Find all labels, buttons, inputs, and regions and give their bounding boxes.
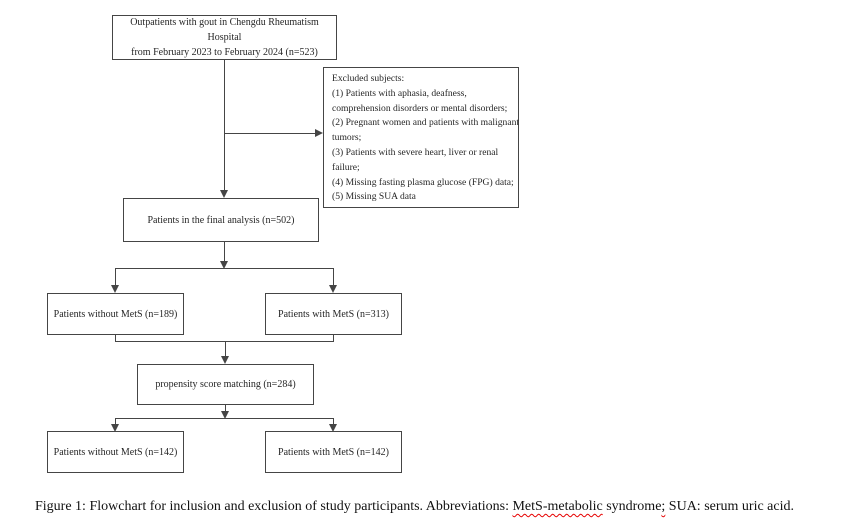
- connector-split-1-left: [115, 268, 116, 286]
- arrow-into-with-mets-matched: [329, 424, 337, 432]
- excluded-line: comprehension disorders or mental disorders;: [332, 102, 508, 114]
- without-mets-label: Patients without MetS (n=189): [53, 308, 178, 320]
- outpatients-line2: from February 2023 to February 2024 (n=523): [131, 47, 318, 58]
- flow-box-outpatients: [112, 15, 337, 60]
- arrow-into-without-mets: [111, 285, 119, 293]
- connector-branch-to-excluded: [224, 133, 315, 134]
- final-analysis-label: Patients in the final analysis (n=502): [147, 214, 295, 226]
- flow-box-with-mets-matched: [265, 431, 402, 473]
- caption-middle: syndrome: [602, 499, 662, 514]
- connector-split-1-horizontal: [115, 268, 334, 269]
- arrow-into-excluded: [315, 129, 323, 137]
- arrow-into-psm: [221, 356, 229, 364]
- connector-split-1-right: [333, 268, 334, 286]
- arrow-into-final-analysis: [220, 190, 228, 198]
- flow-box-propensity-matching: [137, 364, 314, 405]
- connector-merge-to-psm: [225, 341, 226, 357]
- excluded-line: (3) Patients with severe heart, liver or renal: [332, 146, 499, 158]
- figure-caption: [35, 497, 851, 517]
- arrow-into-with-mets: [329, 285, 337, 293]
- flow-box-final-analysis: [123, 198, 319, 242]
- excluded-line: (2) Pregnant women and patients with malignant: [332, 117, 520, 129]
- connector-top-to-final: [224, 60, 225, 191]
- without-mets-matched-label: Patients without MetS (n=142): [53, 446, 178, 458]
- excluded-line: tumors;: [332, 132, 362, 144]
- caption-semicolon: ;: [661, 499, 666, 514]
- excluded-line: failure;: [332, 161, 360, 173]
- with-mets-label: Patients with MetS (n=313): [278, 308, 389, 320]
- flow-box-with-mets: [265, 293, 402, 335]
- flow-box-without-mets: [47, 293, 184, 335]
- connector-split-2-horizontal: [115, 418, 334, 419]
- caption-prefix: Figure 1: Flowchart for inclusion and exclusion of study participants. Abbreviations:: [35, 499, 513, 514]
- excluded-line: Excluded subjects:: [332, 73, 405, 84]
- arrow-into-without-mets-matched: [111, 424, 119, 432]
- caption-suffix: SUA: serum uric acid.: [665, 499, 794, 514]
- outpatients-line1: Outpatients with gout in Chengdu Rheumatism Hospital: [130, 17, 319, 43]
- flow-box-excluded-subjects: [323, 67, 519, 208]
- excluded-line: (5) Missing SUA data: [332, 191, 416, 203]
- flow-box-without-mets-matched: [47, 431, 184, 473]
- caption-misspelled-term: MetS-metabolic: [512, 499, 603, 514]
- excluded-line: (4) Missing fasting plasma glucose (FPG) data;: [332, 176, 514, 188]
- connector-final-to-split: [224, 242, 225, 262]
- propensity-matching-label: propensity score matching (n=284): [155, 379, 296, 390]
- with-mets-matched-label: Patients with MetS (n=142): [278, 446, 389, 458]
- excluded-line: (1) Patients with aphasia, deafness,: [332, 87, 467, 99]
